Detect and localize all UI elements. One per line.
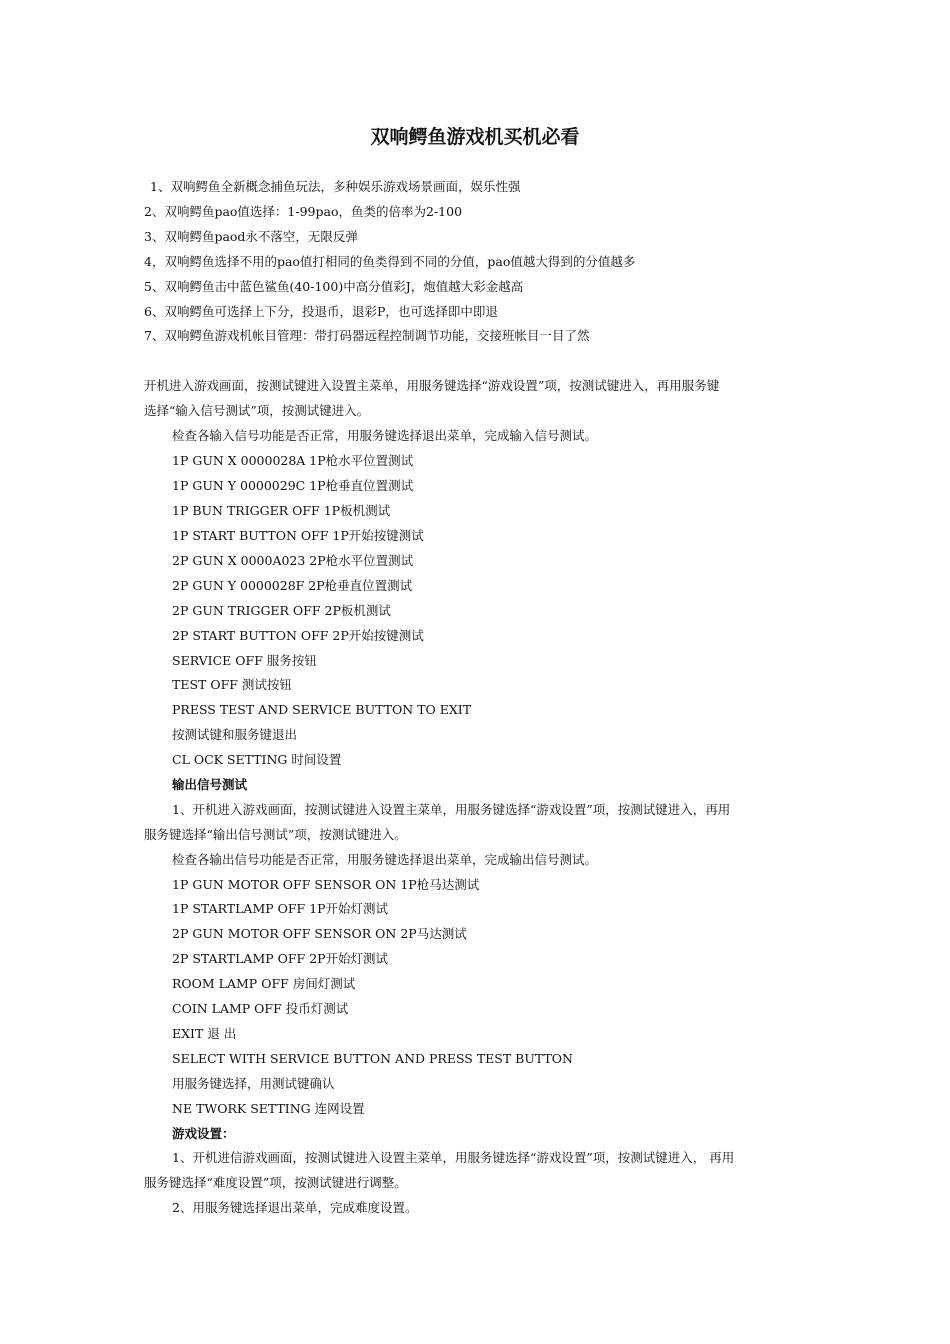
output-test-item: ROOM LAMP OFF 房间灯测试 <box>172 976 356 991</box>
output-test-item: 用服务键选择，用测试键确认 <box>172 1076 335 1091</box>
input-test-check: 检查各输入信号功能是否正常，用服务键选择退出菜单，完成输入信号测试。 <box>172 428 598 443</box>
feature-item: 7、双响鳄鱼游戏机帐目管理：带打码器远程控制调节功能，交接班帐目一目了然 <box>144 328 590 343</box>
game-settings-step: 1、开机进信游戏画面，按测试键进入设置主菜单，用服务键选择“游戏设置”项，按测试键进入， 再用 <box>172 1150 735 1165</box>
input-test-item: 1P GUN X 0000028A 1P枪水平位置测试 <box>172 453 414 468</box>
output-test-item: COIN LAMP OFF 投币灯测试 <box>172 1001 349 1016</box>
output-test-heading: 输出信号测试 <box>172 777 248 792</box>
output-test-item: EXIT 退 出 <box>172 1026 237 1041</box>
feature-item: 3、双响鳄鱼paod永不落空，无限反弹 <box>144 229 358 244</box>
output-test-intro: 1、开机进入游戏画面，按测试键进入设置主菜单，用服务键选择“游戏设置”项，按测试键进入，再用 <box>172 802 731 817</box>
output-test-item: 1P STARTLAMP OFF 1P开始灯测试 <box>172 901 389 916</box>
output-test-intro: 服务键选择“输出信号测试”项，按测试键进入。 <box>144 827 407 842</box>
input-test-item: 2P START BUTTON OFF 2P开始按键测试 <box>172 628 424 643</box>
output-test-item: 1P GUN MOTOR OFF SENSOR ON 1P枪马达测试 <box>172 877 480 892</box>
input-test-item: 1P BUN TRIGGER OFF 1P板机测试 <box>172 503 391 518</box>
feature-item: 4，双响鳄鱼选择不用的pao值打相同的鱼类得到不同的分值，pao值越大得到的分值越多 <box>144 254 636 269</box>
output-test-item: NE TWORK SETTING 连网设置 <box>172 1101 365 1116</box>
feature-item: 2、双响鳄鱼pao值选择：1-99pao，鱼类的倍率为2-100 <box>144 204 463 219</box>
input-test-item: 按测试键和服务键退出 <box>172 727 298 742</box>
feature-item: 6、双响鳄鱼可选择上下分，投退币，退彩P，也可选择即中即退 <box>144 304 498 319</box>
input-test-intro: 开机进入游戏画面，按测试键进入设置主菜单，用服务键选择“游戏设置”项，按测试键进入，再用服务键 <box>144 378 720 393</box>
output-test-item: 2P STARTLAMP OFF 2P开始灯测试 <box>172 951 389 966</box>
output-test-check: 检查各输出信号功能是否正常，用服务键选择退出菜单，完成输出信号测试。 <box>172 852 598 867</box>
input-test-item: CL OCK SETTING 时间设置 <box>172 752 342 767</box>
input-test-item: 1P START BUTTON OFF 1P开始按键测试 <box>172 528 424 543</box>
input-test-item: 2P GUN TRIGGER OFF 2P板机测试 <box>172 603 391 618</box>
input-test-item: TEST OFF 测试按钮 <box>172 677 292 692</box>
output-test-item: 2P GUN MOTOR OFF SENSOR ON 2P马达测试 <box>172 926 467 941</box>
game-settings-step: 2、用服务键选择退出菜单，完成难度设置。 <box>172 1200 418 1215</box>
input-test-item: 2P GUN Y 0000028F 2P枪垂直位置测试 <box>172 578 413 593</box>
document-title: 双响鳄鱼游戏机买机必看 <box>370 126 580 148</box>
game-settings-step: 服务键选择“难度设置”项，按测试键进行调整。 <box>144 1175 407 1190</box>
game-settings-heading: 游戏设置： <box>172 1126 235 1141</box>
input-test-item: SERVICE OFF 服务按钮 <box>172 653 317 668</box>
input-test-intro: 选择“输入信号测试”项，按测试键进入。 <box>144 403 370 418</box>
input-test-item: 1P GUN Y 0000029C 1P枪垂直位置测试 <box>172 478 414 493</box>
feature-item: 1、双响鳄鱼全新概念捕鱼玩法，多种娱乐游戏场景画面，娱乐性强 <box>150 179 521 194</box>
output-test-item: SELECT WITH SERVICE BUTTON AND PRESS TEST BUTTON <box>172 1051 573 1066</box>
feature-item: 5、双响鳄鱼击中蓝色鲨鱼(40-100)中高分值彩J，炮值越大彩金越高 <box>144 279 524 294</box>
input-test-item: 2P GUN X 0000A023 2P枪水平位置测试 <box>172 553 414 568</box>
input-test-item: PRESS TEST AND SERVICE BUTTON TO EXIT <box>172 702 472 717</box>
